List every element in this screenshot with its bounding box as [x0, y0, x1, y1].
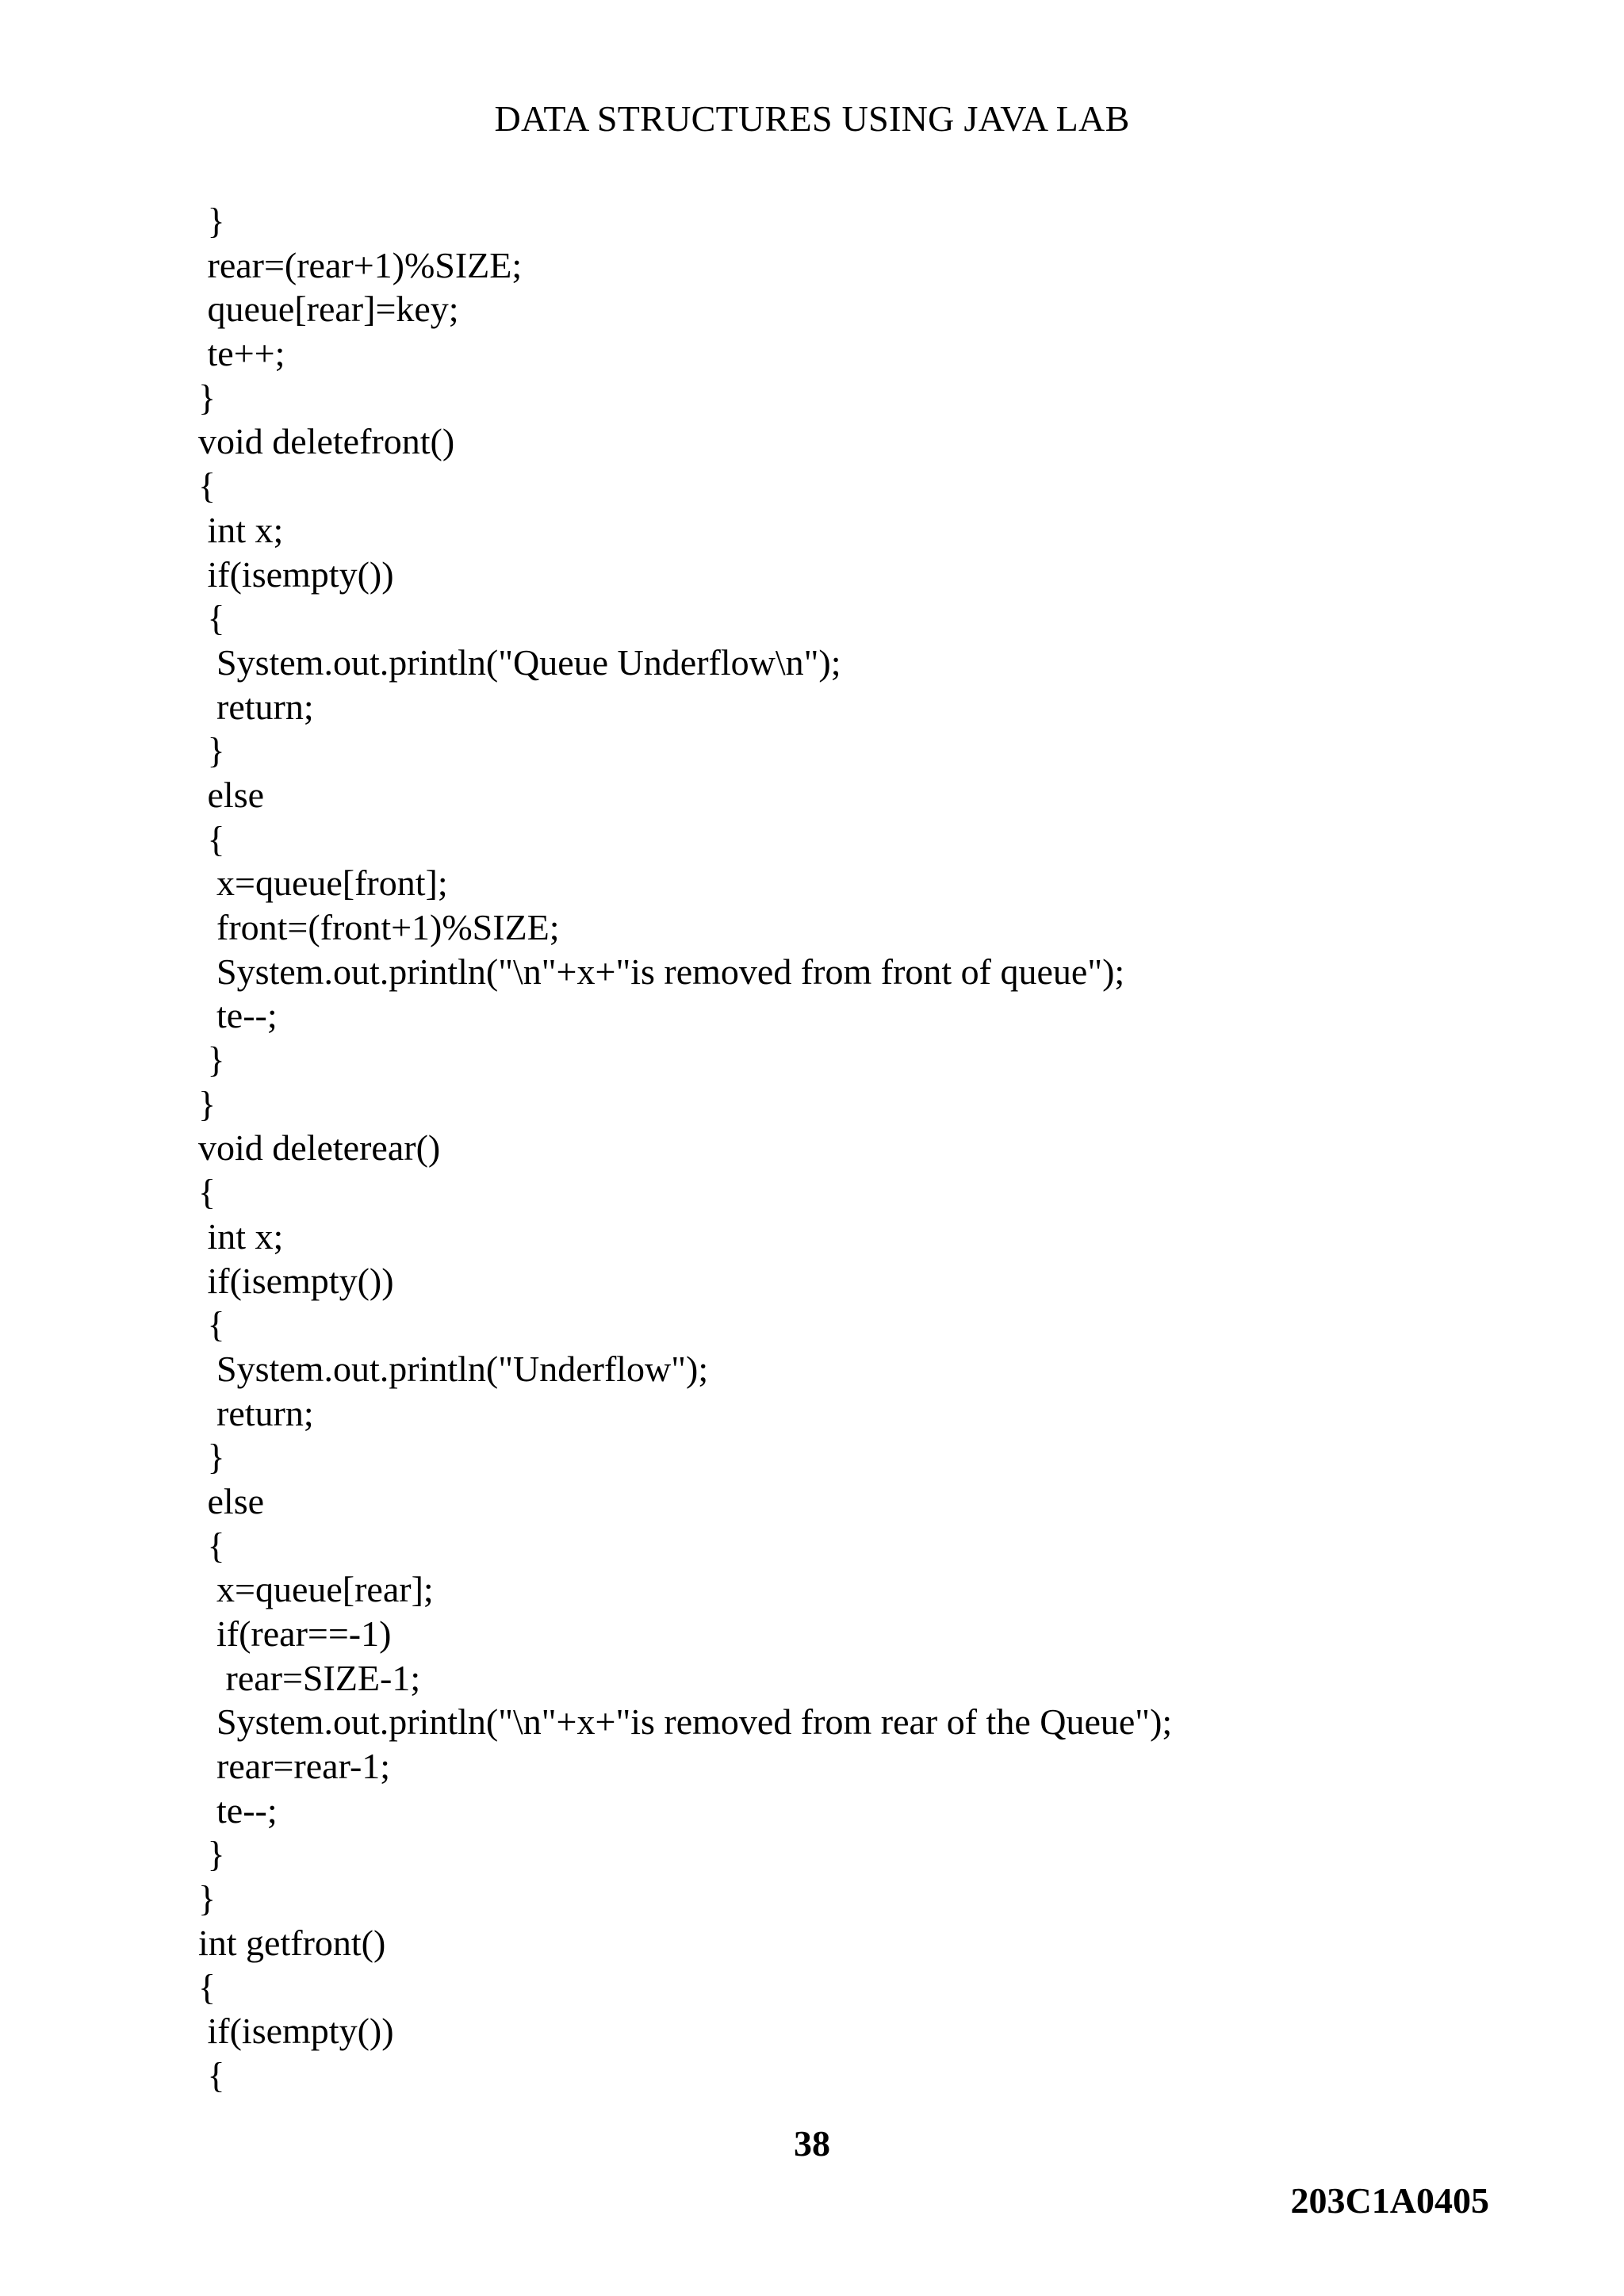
code-line: x=queue[rear];: [198, 1569, 434, 1610]
code-line: System.out.println("Underflow");: [198, 1348, 709, 1389]
page-header: DATA STRUCTURES USING JAVA LAB: [494, 98, 1130, 139]
code-line: int x;: [198, 1215, 284, 1257]
code-line: void deleterear(): [198, 1127, 441, 1169]
code-line: {: [198, 1525, 225, 1566]
code-line: return;: [198, 686, 314, 727]
code-line: }: [198, 1834, 225, 1875]
code-line: if(isempty()): [198, 553, 394, 595]
code-line: front=(front+1)%SIZE;: [198, 907, 560, 947]
code-line: rear=SIZE-1;: [198, 1657, 421, 1698]
code-line: int x;: [198, 509, 284, 550]
code-line: int getfront(): [198, 1922, 386, 1963]
code-line: {: [198, 1966, 216, 2007]
code-line: te--;: [198, 995, 278, 1036]
code-line: te++;: [198, 333, 285, 374]
code-line: }: [198, 1039, 225, 1081]
code-line: {: [198, 598, 225, 639]
code-line: }: [198, 377, 216, 418]
code-line: }: [198, 1878, 216, 1919]
code-line: System.out.println("\n"+x+"is removed from front of queue");: [198, 951, 1125, 992]
code-line: queue[rear]=key;: [198, 289, 459, 330]
code-line: rear=rear-1;: [198, 1746, 391, 1787]
code-line: rear=(rear+1)%SIZE;: [198, 244, 523, 285]
code-line: else: [198, 774, 265, 815]
code-line: if(isempty()): [198, 2011, 394, 2052]
code-line: }: [198, 201, 225, 241]
code-line: }: [198, 1437, 225, 1478]
code-line: x=queue[front];: [198, 863, 448, 904]
roll-number: 203C1A0405: [1290, 2180, 1489, 2221]
code-line: System.out.println("\n"+x+"is removed from rear of the Queue");: [198, 1701, 1173, 1743]
code-line: {: [198, 2054, 225, 2095]
code-line: System.out.println("Queue Underflow\n");: [198, 641, 841, 683]
code-line: if(isempty()): [198, 1260, 394, 1301]
code-line: }: [198, 730, 225, 771]
code-line: {: [198, 1172, 216, 1213]
code-line: return;: [198, 1392, 314, 1433]
code-line: else: [198, 1480, 265, 1521]
code-line: void deletefront(): [198, 421, 455, 462]
code-line: te--;: [198, 1789, 278, 1831]
code-line: {: [198, 1304, 225, 1345]
page-number: 38: [794, 2123, 830, 2164]
code-line: {: [198, 818, 225, 859]
code-line: {: [198, 465, 216, 507]
code-line: if(rear==-1): [198, 1613, 392, 1654]
code-listing: [198, 199, 1546, 2098]
code-line: }: [198, 1083, 216, 1124]
